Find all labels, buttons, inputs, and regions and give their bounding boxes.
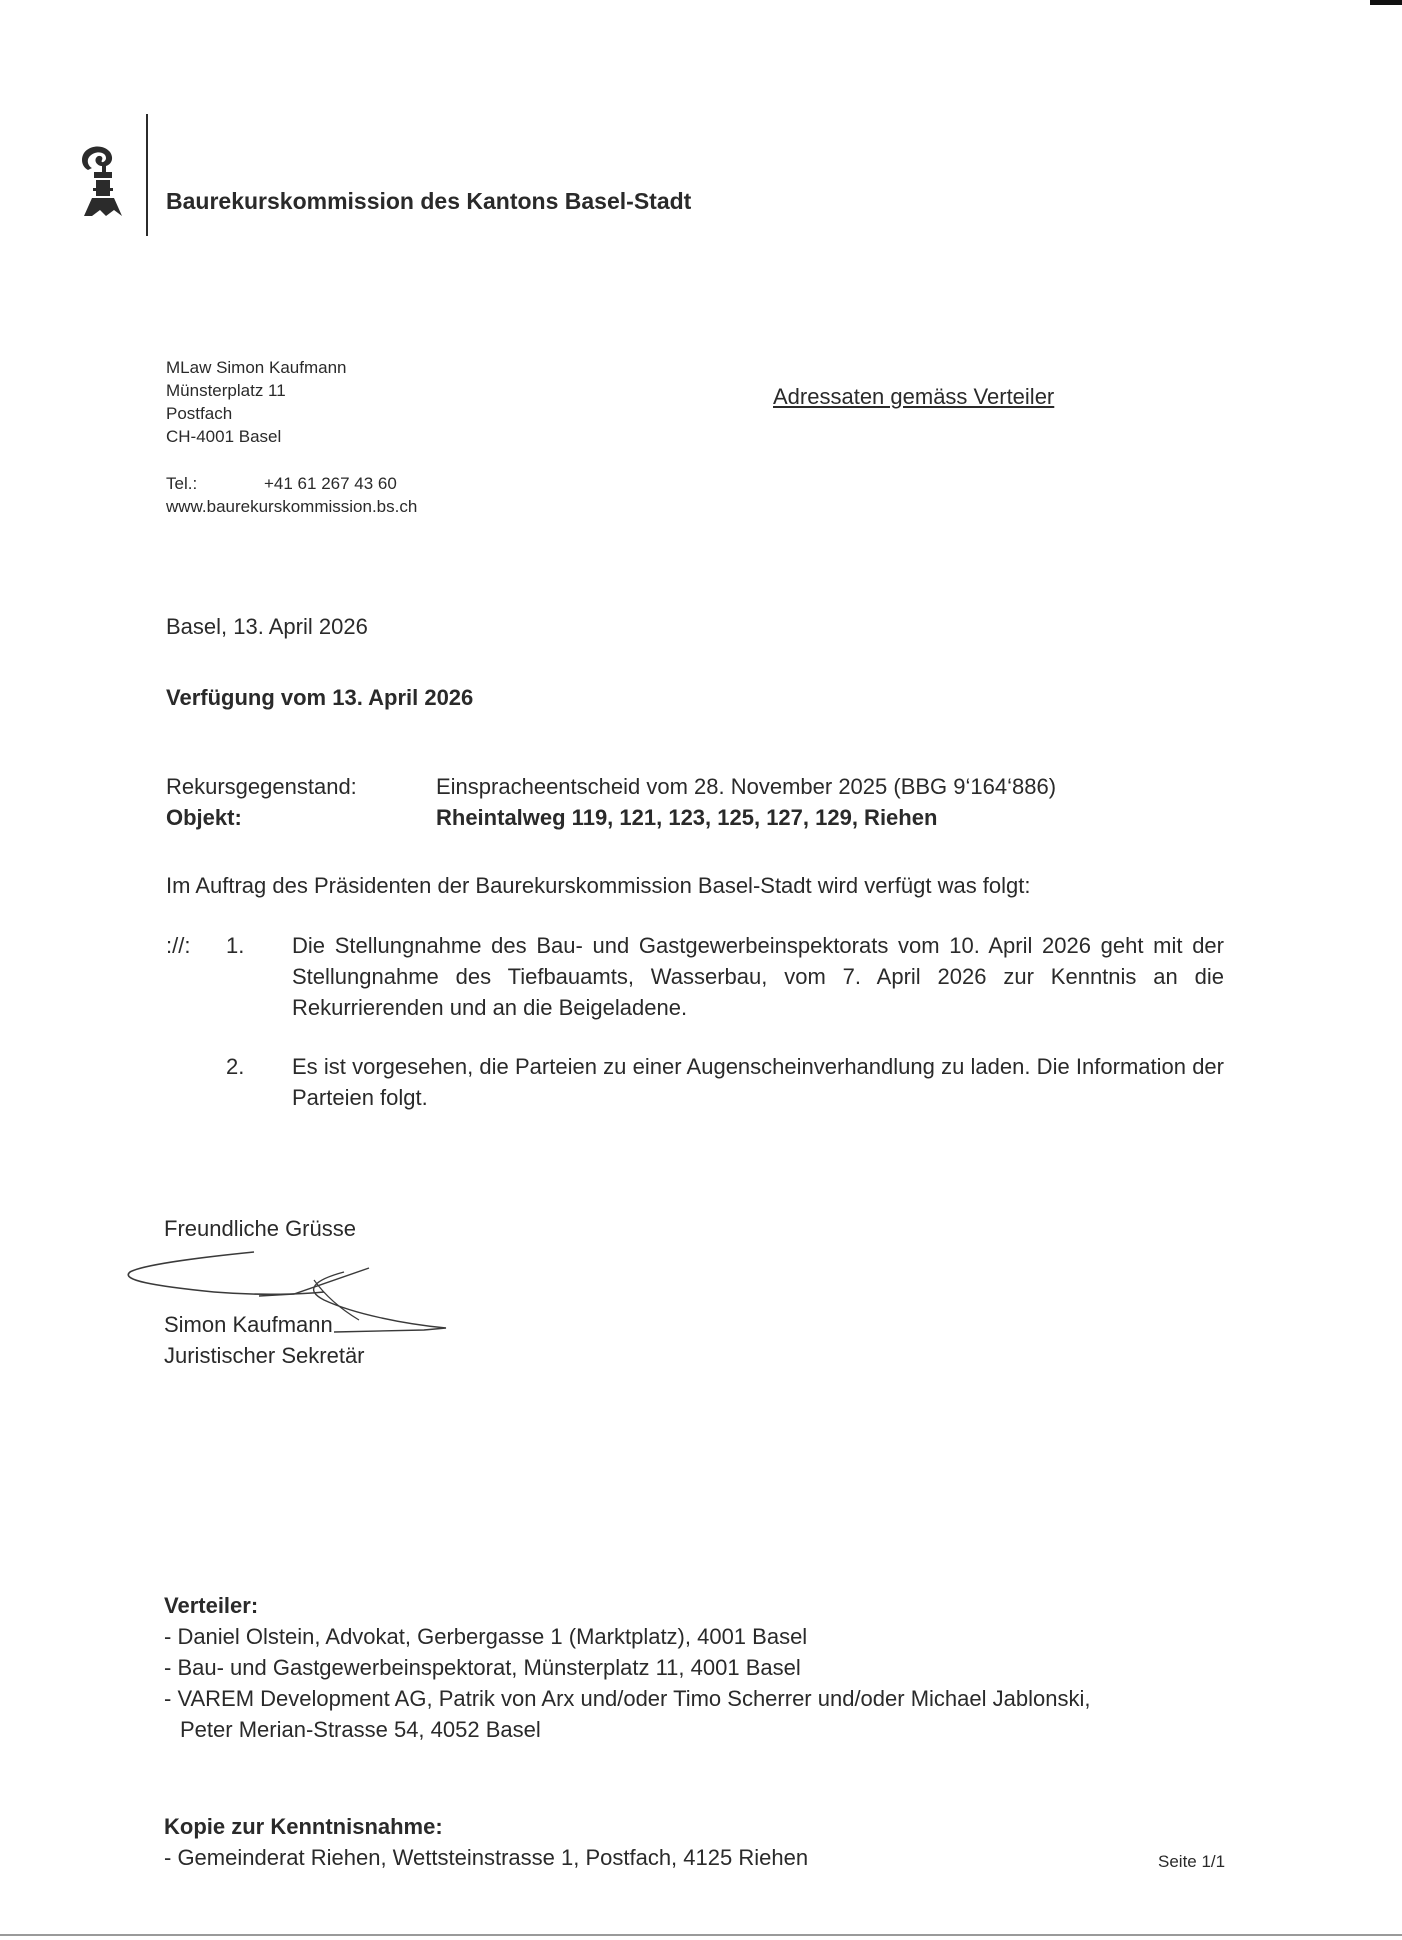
order-item (166, 1051, 1224, 1113)
phone-label: Tel.: (166, 474, 198, 493)
date-line: Basel, 13. April 2026 (166, 614, 368, 639)
institution-name: Baurekurskommission des Kantons Basel-Stadt (166, 188, 692, 214)
intro-text: Im Auftrag des Präsidenten der Baurekurskommission Basel-Stadt wird verfügt was folgt: (166, 873, 1031, 898)
order-item (166, 930, 1224, 1023)
sender-city: CH-4001 Basel (166, 427, 282, 446)
closing-greeting: Freundliche Grüsse (164, 1216, 356, 1241)
distribution-item: - Daniel Olstein, Advokat, Gerbergasse 1 (Marktplatz), 4001 Basel (164, 1624, 808, 1649)
sender-contact (166, 472, 417, 518)
page-number: Seite 1/1 (1158, 1852, 1226, 1871)
distribution-heading: Verteiler: (164, 1593, 259, 1618)
header-rule (146, 114, 148, 236)
sender-street: Münsterplatz 11 (166, 381, 286, 400)
scan-artifact-top (1370, 0, 1402, 5)
distribution-item-continuation: Peter Merian-Strasse 54, 4052 Basel (180, 1717, 541, 1742)
scan-artifact-bottom (0, 1934, 1402, 1936)
copy-list (164, 1811, 808, 1873)
order-list (166, 930, 1224, 1141)
object-label: Objekt: (166, 805, 242, 830)
sender-po-box: Postfach (166, 404, 233, 423)
basel-staff-icon (76, 142, 130, 216)
order-number: 2. (226, 1054, 245, 1079)
sender-address (166, 356, 346, 448)
sender-name: MLaw Simon Kaufmann (166, 358, 347, 377)
copy-heading: Kopie zur Kenntnisnahme: (164, 1814, 443, 1839)
signer-name: Simon Kaufmann (164, 1312, 333, 1337)
addressee-line: Adressaten gemäss Verteiler (773, 384, 1055, 409)
matter-value: Einspracheentscheid vom 28. November 2025 (BBG 9‘164‘886) (436, 774, 1057, 799)
case-details (166, 771, 1056, 833)
order-text: Es ist vorgesehen, die Parteien zu einer Augenscheinverhandlung zu laden. Die Information der Parteien folgt. (292, 1054, 1224, 1110)
matter-label: Rekursgegenstand: (166, 774, 357, 799)
distribution-item: - Bau- und Gastgewerbeinspektorat, Münsterplatz 11, 4001 Basel (164, 1655, 801, 1680)
copy-item: - Gemeinderat Riehen, Wettsteinstrasse 1, Postfach, 4125 Riehen (164, 1845, 809, 1870)
website-link: www.baurekurskommission.bs.ch (166, 497, 418, 516)
distribution-item: - VAREM Development AG, Patrik von Arx und/oder Timo Scherrer und/oder Michael Jablonski, (164, 1686, 1091, 1711)
object-row (166, 802, 1056, 833)
signer-block (164, 1309, 365, 1371)
orders-marker: ://: (166, 933, 191, 958)
subject-line: Verfügung vom 13. April 2026 (166, 685, 474, 710)
distribution-list (164, 1590, 1244, 1745)
matter-row (166, 771, 1056, 802)
phone-number: +41 61 267 43 60 (264, 474, 397, 493)
order-text: Die Stellungnahme des Bau- und Gastgewerbeinspektorats vom 10. April 2026 geht mit der Stellungnahme des Tiefbauamts, Wasserbau, vom 7. April 2026 zur Kenntnis an die Rekurrierenden und an die Beigeladene. (292, 933, 1224, 1020)
object-value: Rheintalweg 119, 121, 123, 125, 127, 129, Riehen (436, 805, 938, 830)
order-number: 1. (226, 933, 245, 958)
signer-title: Juristischer Sekretär (164, 1343, 365, 1368)
orders-marker-spacer (166, 1051, 226, 1113)
